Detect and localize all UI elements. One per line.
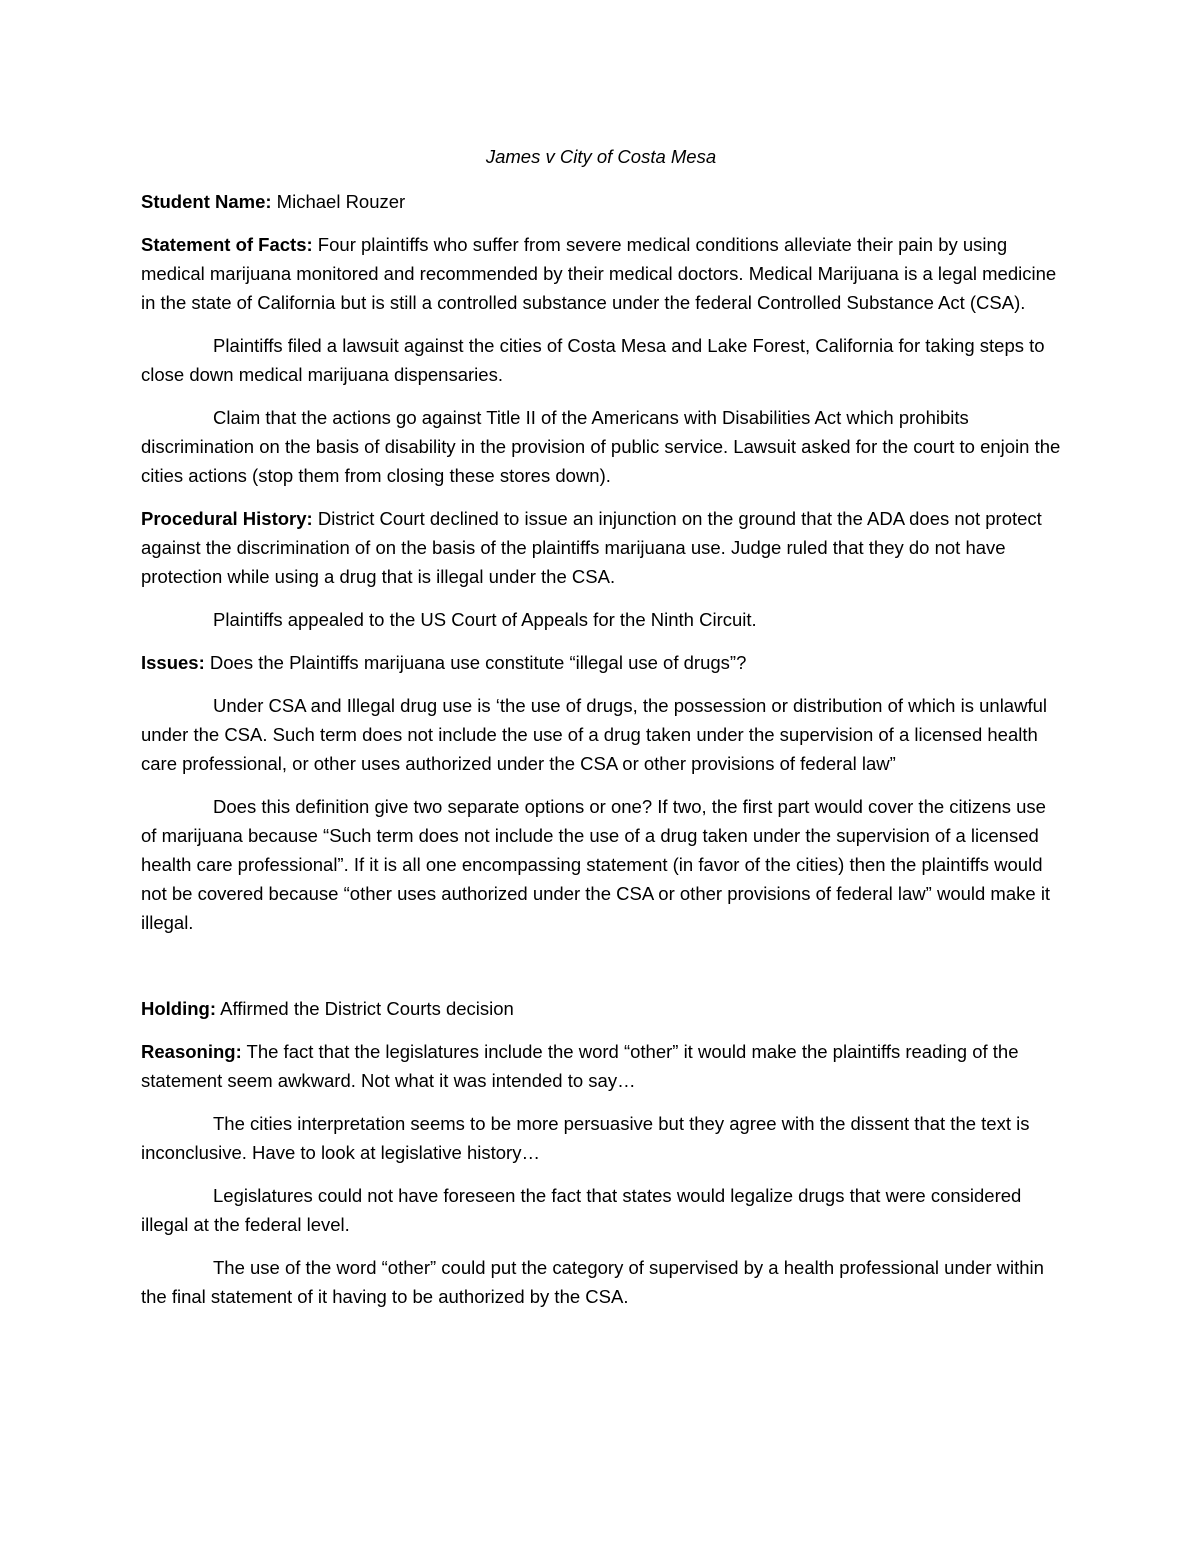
facts-text: Four plaintiffs who suffer from severe medical conditions alleviate their pain by using medical marijuana monitored and recommended by their medical doctors. Medical Marijuana is a legal medicine in the state of California but is still a controlled substance under the federal Controlled Substance Act (CSA). xyxy=(141,234,1057,313)
holding-text: Affirmed the District Courts decision xyxy=(216,997,514,1019)
blank-line xyxy=(141,952,1061,995)
issues-paragraph-3: Does this definition give two separate options or one? If two, the first part would cover the citizens use of marijuana because “Such term does not include the use of a drug taken under the supervision of a licensed health care professional”. If it is all one encompassing statement (in favor of the cities) then the plaintiffs would not be covered because “other uses authorized under the CSA or other provisions of federal law” would make it illegal. xyxy=(141,796,1051,933)
student-name-line xyxy=(141,188,1061,217)
issues-paragraph-2: Under CSA and Illegal drug use is ‘the use of drugs, the possession or distribution of which is unlawful under the CSA. Such term does not include the use of a drug taken under the supervision of a licensed health care professional, or other uses authorized under the CSA or other provisions of federal law” xyxy=(141,695,1047,775)
reasoning-label: Reasoning: xyxy=(141,1041,242,1063)
issues-paragraph xyxy=(141,649,1061,678)
reasoning-paragraph-3: Legislatures could not have foreseen the fact that states would legalize drugs that were considered illegal at the federal level. xyxy=(141,1185,1022,1236)
procedural-history-text: District Court declined to issue an injunction on the ground that the ADA does not protect against the discrimination of on the basis of the plaintiffs marijuana use. Judge ruled that they do not have protection while using a drug that is illegal under the CSA. xyxy=(141,507,1042,587)
reasoning-text: The fact that the legislatures include the word “other” it would make the plaintiffs reading of the statement seem awkward. Not what it was intended to say… xyxy=(141,1041,1019,1091)
reasoning-paragraph-2: The cities interpretation seems to be more persuasive but they agree with the dissent that the text is inconclusive. Have to look at legislative history… xyxy=(141,1113,1030,1164)
facts-paragraph-2: Plaintiffs filed a lawsuit against the cities of Costa Mesa and Lake Forest, California for taking steps to close down medical marijuana dispensaries. xyxy=(141,334,1045,385)
procedural-history-paragraph xyxy=(141,505,1061,591)
student-name-value: Michael Rouzer xyxy=(271,190,406,212)
facts-paragraph xyxy=(141,231,1061,317)
facts-label: Statement of Facts: xyxy=(141,234,313,256)
document-body xyxy=(141,143,1061,1327)
facts-paragraph-3: Claim that the actions go against Title II of the Americans with Disabilities Act which prohibits discrimination on the basis of disability in the provision of public service. Lawsuit asked for the court to enjoin the cities actions (stop them from closing these stores down). xyxy=(141,407,1061,486)
student-name-label: Student Name: xyxy=(141,190,272,212)
document-title: James v City of Costa Mesa xyxy=(485,146,717,167)
holding-label: Holding: xyxy=(141,997,217,1019)
issues-label: Issues: xyxy=(141,652,205,674)
reasoning-paragraph xyxy=(141,1038,1061,1096)
holding-paragraph xyxy=(141,995,1061,1024)
issues-text: Does the Plaintiffs marijuana use constitute “illegal use of drugs”? xyxy=(204,652,747,674)
procedural-history-label: Procedural History: xyxy=(141,507,313,529)
reasoning-paragraph-4: The use of the word “other” could put the category of supervised by a health professional under within the final statement of it having to be authorized by the CSA. xyxy=(141,1257,1044,1308)
procedural-history-paragraph-2: Plaintiffs appealed to the US Court of Appeals for the Ninth Circuit. xyxy=(213,608,757,630)
